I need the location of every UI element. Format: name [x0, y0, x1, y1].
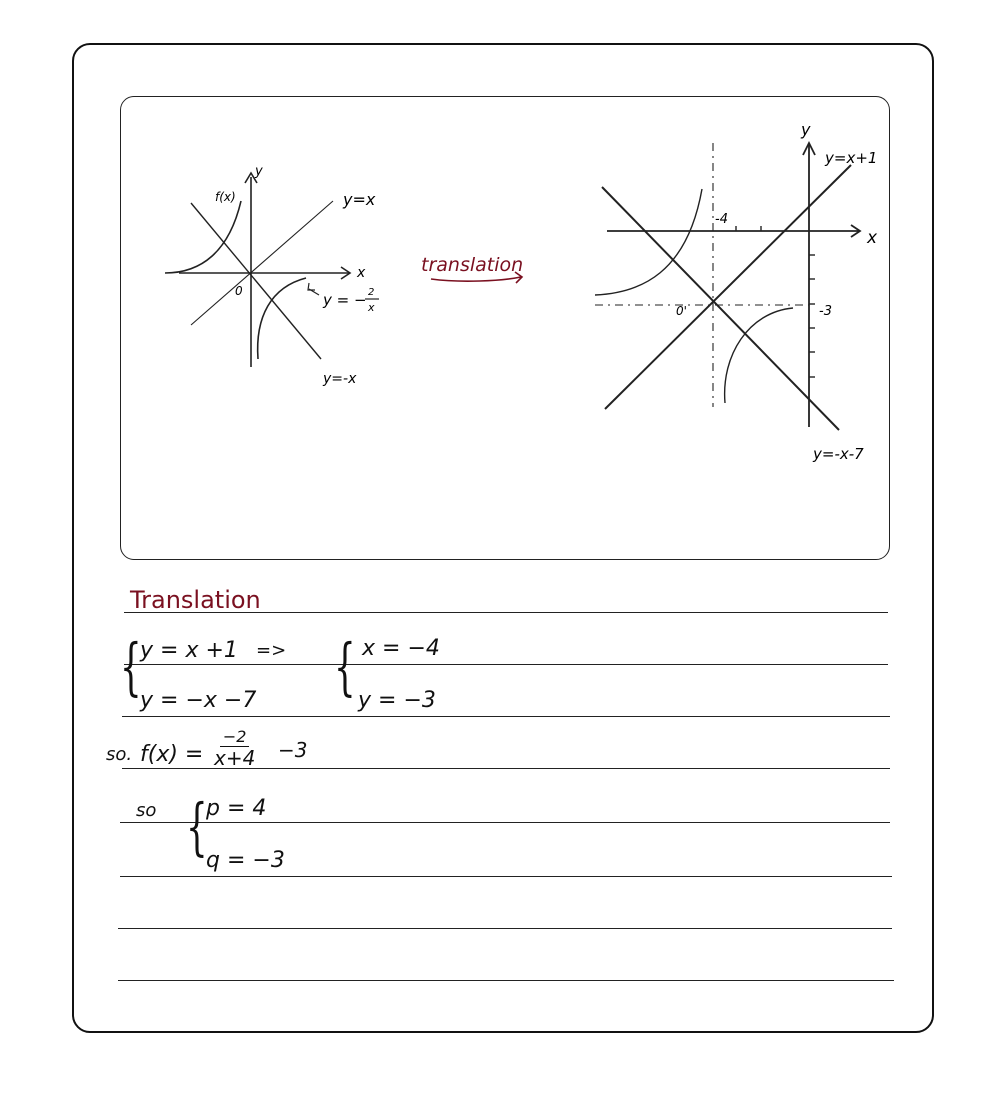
ruled-line-7	[118, 928, 892, 929]
left-origin-label: 0	[235, 284, 243, 298]
implies-arrow: =>	[256, 640, 287, 661]
system1-eq2: y = −x −7	[140, 688, 257, 713]
system3-eq2: q = −3	[206, 848, 285, 873]
fx-lhs: f(x) =	[140, 742, 204, 767]
system2-eq1: x = −4	[362, 636, 440, 661]
brace-system-3: {	[186, 790, 208, 863]
notes-heading: Translation	[130, 586, 261, 614]
hyperbola-denominator: x	[368, 301, 375, 314]
x-tick-label-neg4: -4	[715, 212, 728, 227]
fx-fraction	[214, 728, 255, 769]
left-graph	[165, 173, 350, 367]
translation-arrow-label: translation	[421, 254, 524, 276]
ruled-line-8	[118, 980, 894, 981]
system2-eq2: y = −3	[358, 688, 436, 713]
line-y-eq-neg-x	[191, 203, 321, 359]
ruled-line-2	[124, 664, 888, 665]
f-x-label: f(x)	[215, 190, 236, 204]
right-y-label: y	[801, 120, 811, 139]
line-y-eq-x-label: y=x	[343, 190, 376, 209]
system1-eq1: y = x +1	[140, 638, 238, 663]
brace-system-2: {	[334, 630, 356, 703]
line-y-eq-x-plus-1-label: y=x+1	[825, 149, 878, 167]
fx-denominator: x+4	[214, 746, 256, 770]
fx-constant: −3	[278, 738, 308, 762]
new-origin-label: 0'	[676, 304, 687, 318]
line-y-eq-neg-x-label: y=-x	[323, 371, 357, 387]
left-x-label: x	[357, 265, 366, 281]
ruled-line-6	[120, 876, 892, 877]
ruled-line-3	[122, 716, 890, 717]
hyperbola-label: y = −	[323, 291, 367, 309]
curve-f-x	[165, 201, 241, 273]
system3-eq1: p = 4	[206, 796, 267, 821]
brace-system-1: {	[120, 630, 142, 703]
graph-panel	[120, 96, 890, 560]
right-x-label: x	[867, 228, 878, 248]
translated-curve-upper	[595, 189, 702, 295]
so-label-2: so	[136, 800, 157, 821]
y-tick-label-neg3: -3	[819, 304, 832, 319]
line-y-eq-x	[191, 201, 333, 325]
ruled-line-5	[120, 822, 890, 823]
line-y-eq-x-plus-1	[605, 165, 851, 409]
line-y-eq-neg-x-minus-7-label: y=-x-7	[813, 445, 864, 463]
so-label-1: so.	[106, 744, 133, 765]
fx-numerator: −2	[220, 728, 250, 747]
curve-hyperbola	[258, 278, 306, 359]
hyperbola-numerator: 2	[368, 287, 375, 298]
right-graph	[595, 143, 860, 430]
left-y-label: y	[255, 164, 263, 179]
